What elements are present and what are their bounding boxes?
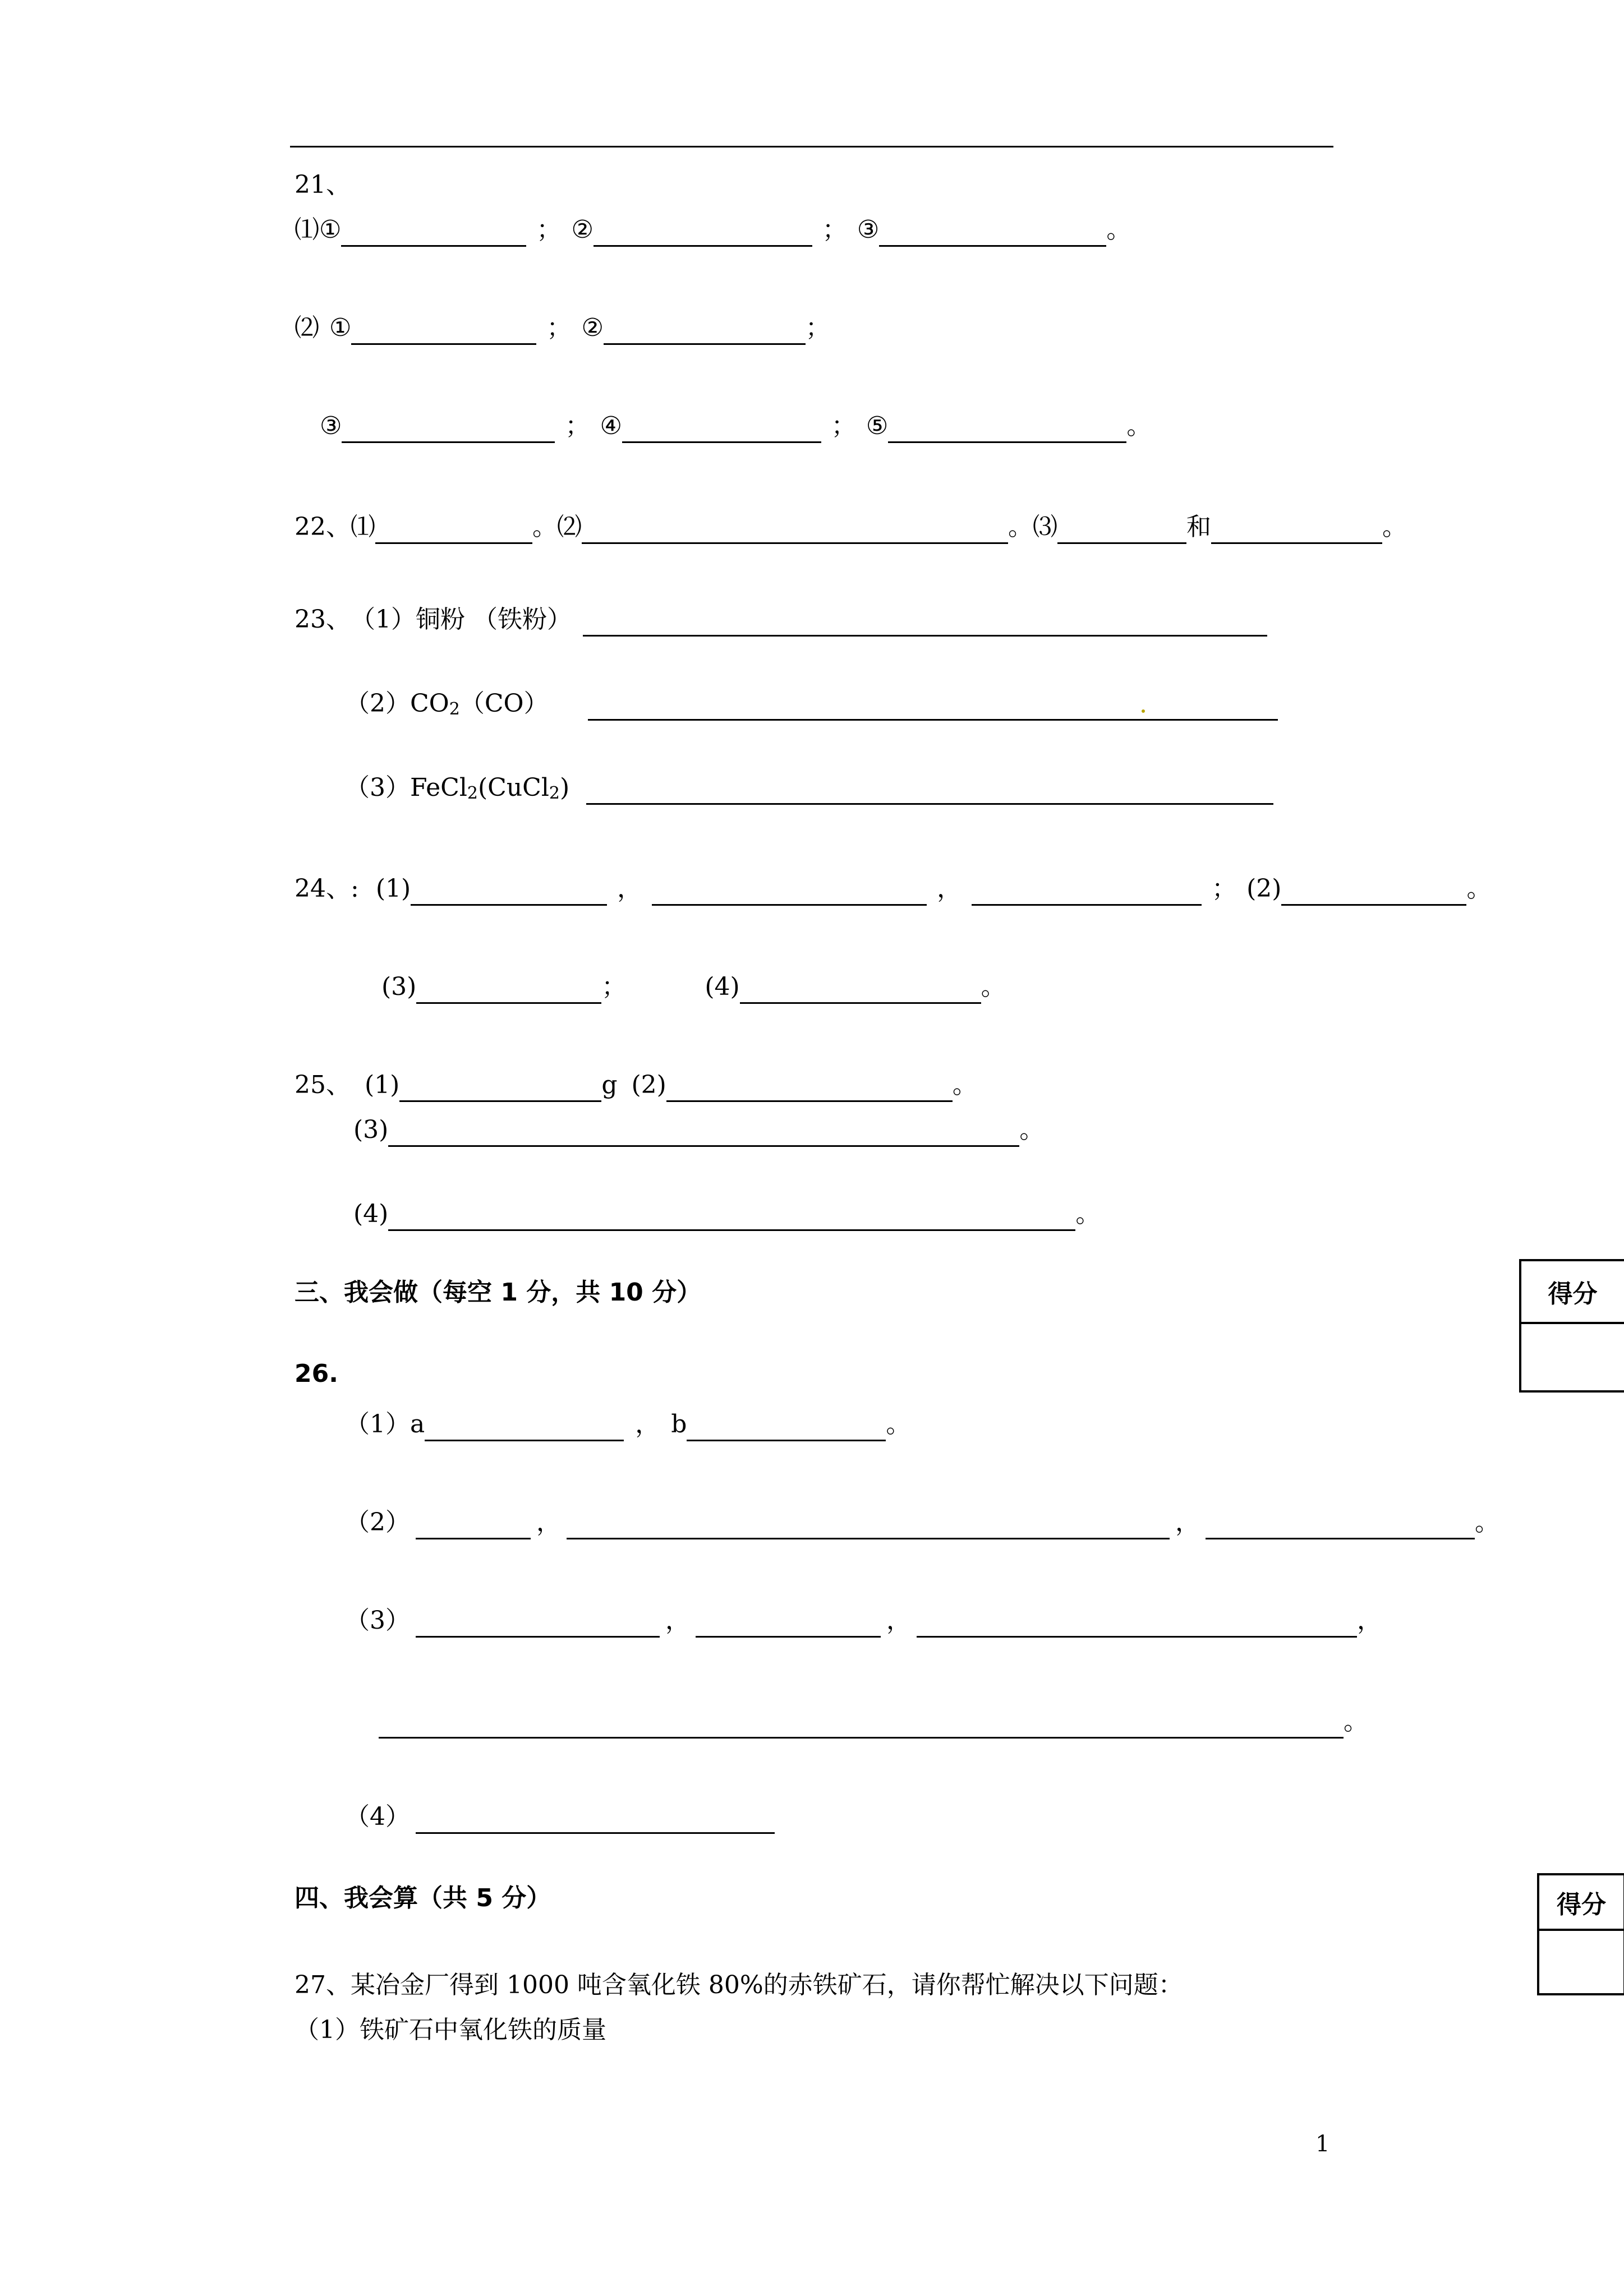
- score-box-1: [1519, 1259, 1624, 1393]
- q24-line2: [381, 970, 1006, 1004]
- sep: ；: [1212, 874, 1237, 903]
- sep: ，: [1357, 1606, 1382, 1635]
- q21-item4-marker: ④: [600, 412, 622, 440]
- q21-2-3-blank[interactable]: [342, 413, 555, 443]
- q21-1-2-blank[interactable]: [594, 217, 812, 247]
- q24-part4-marker: (4): [705, 972, 740, 1001]
- q21-line3: [320, 409, 1151, 443]
- q22-and-text: 和: [1186, 513, 1211, 541]
- q21-item1-marker: ①: [329, 313, 352, 342]
- q21-2-5-blank[interactable]: [888, 413, 1126, 443]
- q25-3-blank[interactable]: [388, 1117, 1019, 1147]
- sep: ；: [831, 412, 856, 440]
- q21-1-3-blank[interactable]: [879, 217, 1106, 247]
- q26-line3: [345, 1604, 1382, 1638]
- q21-1-1-blank[interactable]: [341, 217, 526, 247]
- q22-part1-marker: ⑴: [351, 513, 375, 541]
- q24-3-blank[interactable]: [416, 974, 601, 1004]
- q23-item2-text-b: （CO）: [459, 689, 549, 718]
- q22-part2-marker: ⑵: [557, 513, 582, 541]
- header-rule: [290, 146, 1333, 147]
- q25-line2: [353, 1113, 1044, 1147]
- q22-2-blank[interactable]: [582, 514, 1008, 544]
- q24-2-blank[interactable]: [1281, 876, 1466, 906]
- q21-item5-marker: ⑤: [866, 412, 889, 440]
- q21-item1-marker: ①: [319, 215, 342, 244]
- q27-text-content: 27、某冶金厂得到 1000 吨含氧化铁 80%的赤铁矿石，请你帮忙解决以下问题：: [295, 1971, 1183, 1999]
- section-3-title-text: 三、我会做（每空 1 分，共 10 分）: [295, 1278, 702, 1307]
- page-number: 1: [1315, 2131, 1330, 2157]
- q21-2-2-blank[interactable]: [604, 315, 806, 345]
- q21-2-1-blank[interactable]: [351, 315, 536, 345]
- subscript: 2: [467, 783, 478, 803]
- section-4-title-text: 四、我会算（共 5 分）: [295, 1884, 551, 1912]
- q21-label-text: 21、: [295, 170, 351, 199]
- q27-text: [295, 1968, 1183, 2002]
- q24-part1-marker: (1): [375, 874, 411, 903]
- q26-part2-marker: （2）: [345, 1508, 410, 1537]
- q23-line1: [295, 603, 1267, 637]
- q25-line1: [295, 1068, 977, 1102]
- q24-label: 24、:: [295, 874, 359, 903]
- section-4-title: [295, 1882, 551, 1915]
- q26-line2: [345, 1506, 1499, 1539]
- q24-1b-blank[interactable]: [652, 876, 927, 906]
- q21-label: [295, 168, 351, 202]
- section-3-title: [295, 1276, 701, 1310]
- q26-b-label: b: [671, 1410, 687, 1439]
- subscript: 2: [449, 699, 460, 719]
- q23-item3-text-b: (CuCl: [478, 773, 549, 802]
- q26-line5: [345, 1800, 775, 1834]
- sep: ；: [822, 215, 847, 244]
- q26-1b-blank[interactable]: [687, 1412, 886, 1441]
- q27-sub1: [295, 2013, 606, 2047]
- end-mark: 。: [1126, 412, 1152, 440]
- q25-part3-marker: (3): [353, 1115, 389, 1144]
- q26-label: [295, 1357, 338, 1391]
- q26-line4: [379, 1705, 1368, 1739]
- sep: ，: [1175, 1508, 1200, 1537]
- q23-1-blank[interactable]: [583, 607, 1267, 637]
- q24-line1: [295, 872, 1491, 906]
- end-mark: 。: [886, 1410, 911, 1439]
- q23-item2-text: （2）CO: [345, 689, 449, 718]
- q26-1a-blank[interactable]: [425, 1412, 624, 1441]
- q21-item3-marker: ③: [857, 215, 880, 244]
- end-mark: 。: [1475, 1508, 1499, 1537]
- q23-3-blank[interactable]: [586, 775, 1273, 805]
- end-mark: 。: [1466, 874, 1492, 903]
- q24-1a-blank[interactable]: [411, 876, 607, 906]
- sep: ；: [565, 412, 590, 440]
- q21-2-4-blank[interactable]: [622, 413, 821, 443]
- q21-item2-marker: ②: [571, 215, 594, 244]
- end-mark: 。: [1382, 513, 1407, 541]
- q26-3b-blank[interactable]: [696, 1608, 881, 1638]
- q25-part2-marker: (2): [631, 1071, 666, 1099]
- q22-1-blank[interactable]: [375, 514, 532, 544]
- q23-line2: [345, 687, 1278, 721]
- q25-part1-marker: (1): [365, 1071, 400, 1099]
- q24-part3-marker: (3): [381, 972, 417, 1001]
- end-mark: 。: [1019, 1115, 1045, 1144]
- sep: ；: [546, 313, 572, 342]
- score-box-entry[interactable]: [1539, 1931, 1623, 1993]
- q21-part1-marker: ⑴: [295, 215, 319, 244]
- q26-part1-text: （1）a: [345, 1410, 425, 1439]
- q26-3d-blank[interactable]: [379, 1709, 1344, 1739]
- score-box-entry[interactable]: [1521, 1324, 1624, 1390]
- q26-2c-blank[interactable]: [1206, 1510, 1475, 1539]
- q21-part2-marker: ⑵: [295, 313, 319, 342]
- q23-item3-text-c: ): [560, 773, 570, 802]
- q27-sub1-text: （1）铁矿石中氧化铁的质量: [295, 2016, 606, 2044]
- q21-item3-marker: ③: [320, 412, 342, 440]
- q26-3a-blank[interactable]: [416, 1608, 660, 1638]
- q22-3b-blank[interactable]: [1211, 514, 1382, 544]
- q23-label: 23、: [295, 605, 351, 634]
- q25-line3: [353, 1197, 1100, 1231]
- q25-unit: g: [601, 1071, 618, 1099]
- sep: ，: [617, 874, 642, 903]
- q24-1c-blank[interactable]: [972, 876, 1202, 906]
- sep: ；: [536, 215, 562, 244]
- end-mark: 。: [981, 972, 1006, 1001]
- q22-line: [295, 510, 1407, 544]
- q23-item1-text: （1）铜粉 （铁粉）: [351, 605, 572, 634]
- q26-part3-marker: （3）: [345, 1606, 410, 1635]
- q21-line2: [295, 311, 830, 345]
- q22-3a-blank[interactable]: [1057, 514, 1186, 544]
- q22-label: 22、: [295, 513, 351, 541]
- q26-label-text: 26.: [295, 1359, 338, 1388]
- sep: ，: [665, 1606, 690, 1635]
- q26-3c-blank[interactable]: [917, 1608, 1357, 1638]
- q23-line3: [345, 771, 1273, 805]
- end-mark: 。: [1106, 215, 1131, 244]
- score-box-2: [1537, 1873, 1624, 1995]
- sep: ，: [635, 1410, 660, 1439]
- sep: ，: [937, 874, 962, 903]
- q26-2b-blank[interactable]: [567, 1510, 1170, 1539]
- q26-4-blank[interactable]: [416, 1804, 775, 1834]
- q25-label: 25、: [295, 1071, 351, 1099]
- subscript: 2: [549, 783, 560, 803]
- q25-2-blank[interactable]: [666, 1072, 953, 1102]
- sep: ，: [536, 1508, 561, 1537]
- score-box-label: 得分: [1539, 1875, 1623, 1931]
- q22-part3-marker: ⑶: [1033, 513, 1057, 541]
- sep: ；: [601, 972, 627, 1001]
- q26-part4-marker: （4）: [345, 1802, 410, 1831]
- q23-item3-text: （3）FeCl: [345, 773, 467, 802]
- q24-part2-marker: (2): [1246, 874, 1282, 903]
- q26-2a-blank[interactable]: [416, 1510, 531, 1539]
- q26-line1: [345, 1408, 910, 1441]
- end-mark: 。: [1075, 1200, 1101, 1228]
- end-mark: 。: [952, 1071, 977, 1099]
- sep: ；: [805, 313, 830, 342]
- q24-4-blank[interactable]: [740, 974, 981, 1004]
- stray-dot: [1142, 709, 1145, 713]
- q21-item2-marker: ②: [581, 313, 604, 342]
- q21-line1: [295, 213, 1131, 247]
- end-mark: 。: [1344, 1707, 1368, 1736]
- end-mark: 。: [532, 513, 557, 541]
- q25-part4-marker: (4): [353, 1200, 389, 1228]
- score-box-label: 得分: [1521, 1261, 1624, 1324]
- sep: ，: [886, 1606, 911, 1635]
- q25-4-blank[interactable]: [388, 1201, 1075, 1231]
- end-mark: 。: [1008, 513, 1033, 541]
- q25-1-blank[interactable]: [399, 1072, 601, 1102]
- q23-2-blank[interactable]: [588, 691, 1278, 721]
